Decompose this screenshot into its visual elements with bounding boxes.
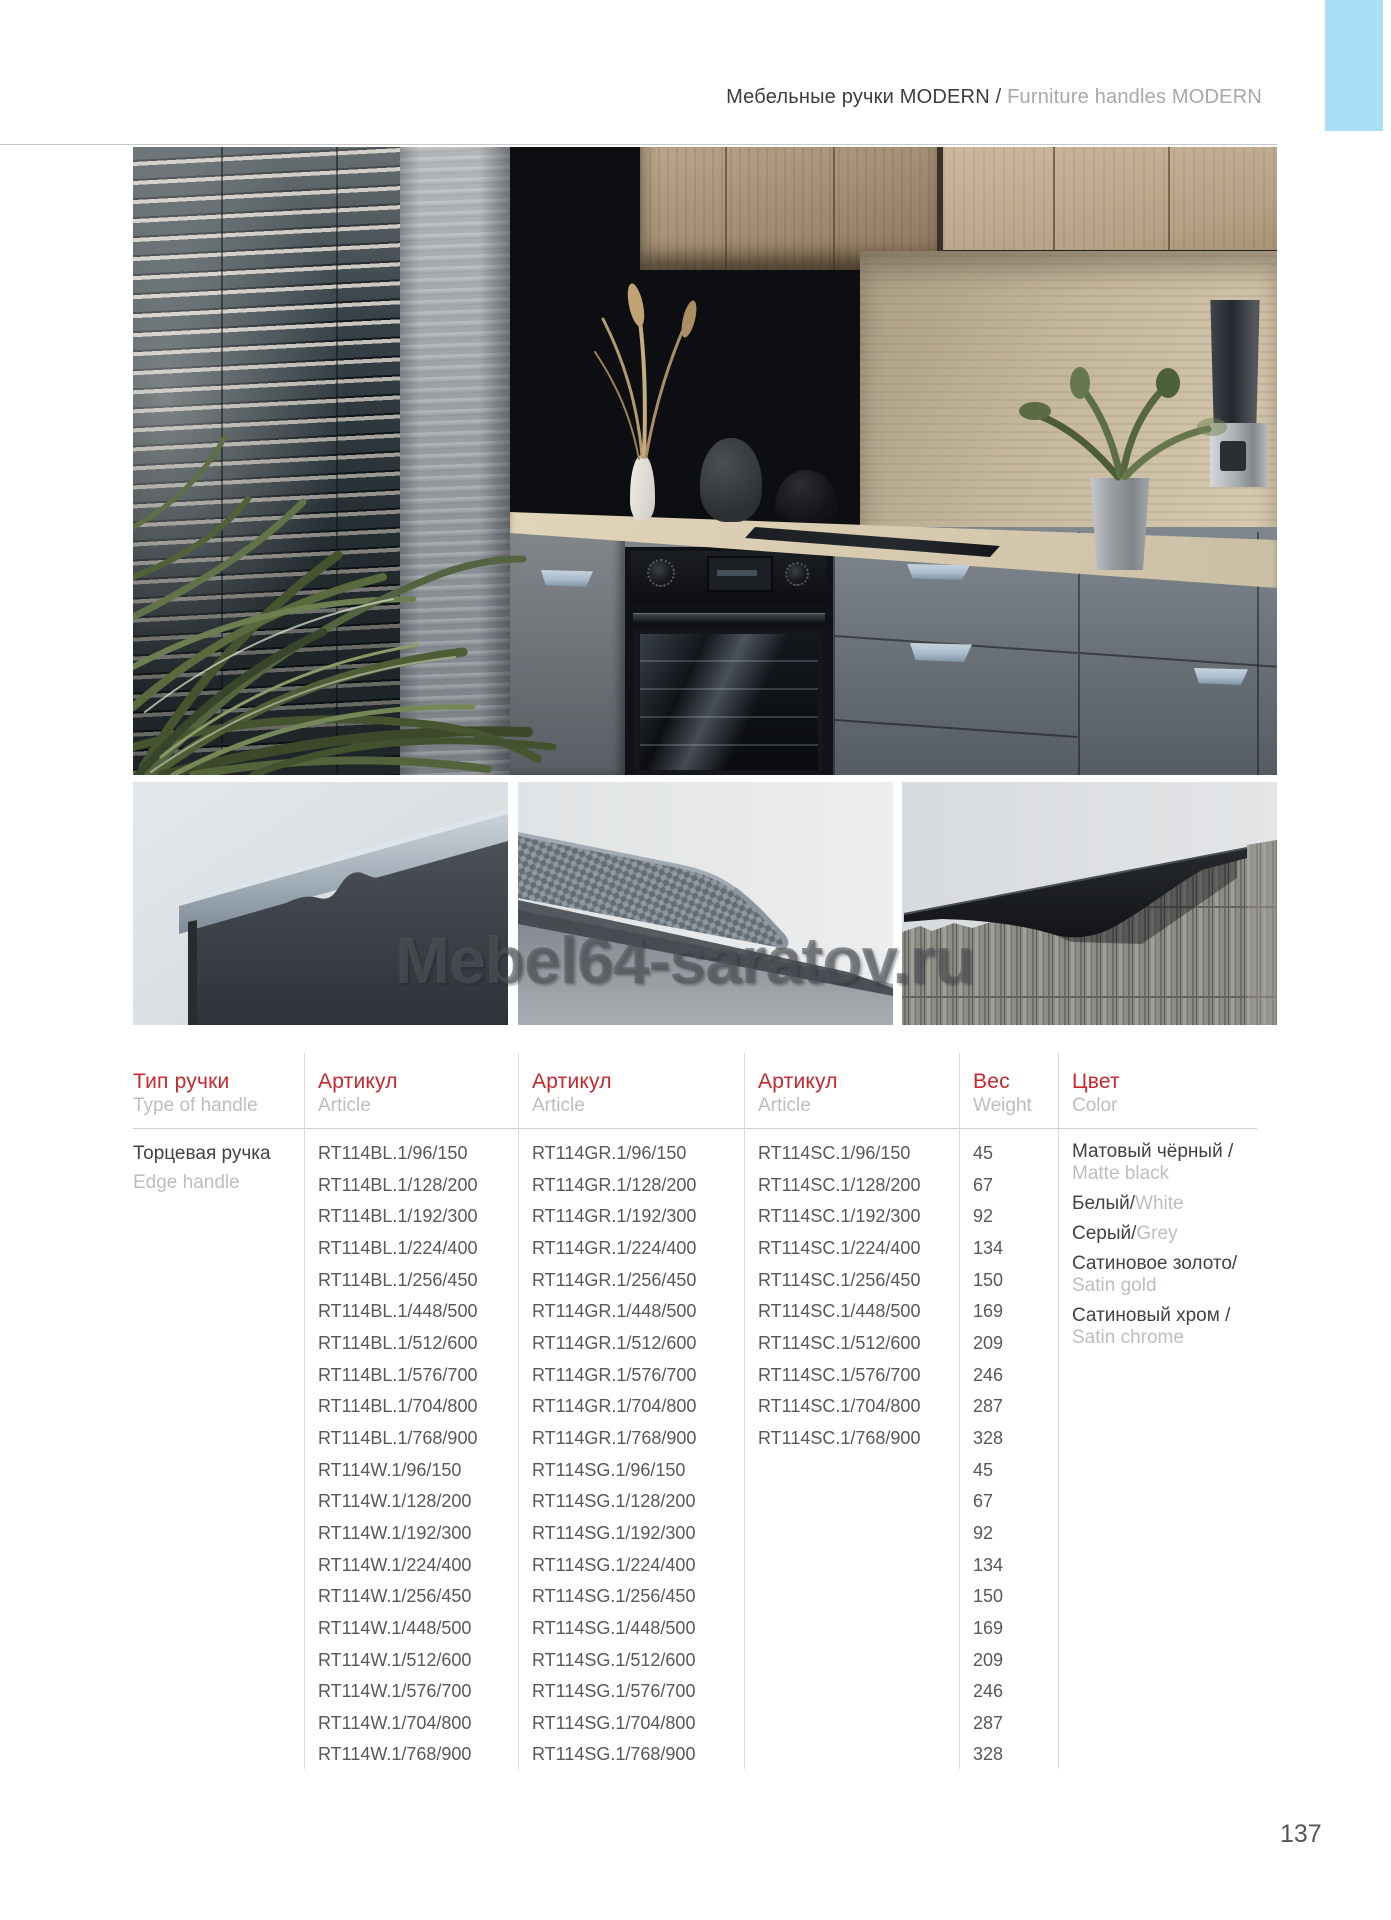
article-cell: RT114W.1/256/450 [318, 1586, 472, 1607]
article-cell: RT114GR.1/128/200 [532, 1174, 697, 1195]
weight-cell: 67 [973, 1491, 994, 1512]
weight-cell: 287 [973, 1396, 1004, 1417]
article-column-2 [532, 1138, 696, 1771]
color-name-ru: Сатиновый хром / [1072, 1305, 1231, 1326]
article-cell: RT114SC.1/448/500 [758, 1301, 921, 1322]
cabinet-seam [833, 532, 835, 775]
oven-display [707, 556, 773, 592]
col-header-article-2: Артикул [532, 1070, 612, 1093]
weight-cell: 45 [973, 1459, 994, 1480]
article-cell: RT114BL.1/256/450 [318, 1269, 478, 1290]
weight-cell: 209 [973, 1649, 1004, 1670]
edge-handle-on-drawer [910, 643, 972, 662]
oven-knob [647, 559, 675, 587]
cabinet-seam [725, 147, 727, 270]
dark-textured-vase [700, 438, 762, 522]
article-cell: RT114W.1/512/600 [318, 1649, 472, 1670]
edge-handle-on-cabinet [541, 570, 593, 587]
weight-cell: 45 [973, 1143, 994, 1163]
article-cell: RT114W.1/448/500 [318, 1617, 472, 1638]
article-cell: RT114SC.1/704/800 [758, 1396, 921, 1417]
article-cell: RT114BL.1/576/700 [318, 1364, 478, 1385]
blender-base [1210, 423, 1268, 487]
article-cell: RT114W.1/192/300 [318, 1522, 472, 1543]
watermark: Mebel64-saratov.ru [395, 923, 974, 997]
article-cell: RT114BL.1/96/150 [318, 1143, 468, 1163]
article-cell: RT114GR.1/704/800 [532, 1396, 697, 1417]
color-name-ru: Матовый чёрный / [1072, 1141, 1234, 1162]
article-cell: RT114BL.1/512/600 [318, 1332, 478, 1353]
weight-cell: 134 [973, 1237, 1004, 1258]
section-color-tab [1325, 0, 1383, 131]
color-name-en: White [1135, 1193, 1184, 1214]
col-subheader-type: Type of handle [133, 1095, 258, 1116]
col-subheader-article-3: Article [758, 1095, 811, 1116]
col-header-article-3: Артикул [758, 1070, 838, 1093]
page-title-ru: Мебельные ручки MODERN / [726, 86, 1008, 108]
cabinet-seam [833, 147, 835, 270]
article-cell: RT114BL.1/128/200 [318, 1174, 478, 1195]
article-cell: RT114SG.1/128/200 [532, 1491, 696, 1512]
article-cell: RT114BL.1/704/800 [318, 1396, 478, 1417]
col-header-color: Цвет [1072, 1070, 1120, 1093]
color-option [1072, 1193, 1237, 1215]
article-cell: RT114W.1/224/400 [318, 1554, 472, 1575]
handle-type-ru: Торцевая ручка [133, 1143, 271, 1164]
article-cell: RT114SG.1/448/500 [532, 1617, 696, 1638]
weight-cell: 134 [973, 1554, 1004, 1575]
weight-cell: 169 [973, 1301, 1004, 1322]
article-column-1 [318, 1138, 477, 1771]
weight-cell: 150 [973, 1269, 1004, 1290]
column-divider [744, 1053, 745, 1769]
article-cell: RT114SG.1/512/600 [532, 1649, 696, 1670]
window-blinds [133, 147, 400, 775]
article-cell: RT114SC.1/96/150 [758, 1143, 911, 1163]
article-cell: RT114SG.1/224/400 [532, 1554, 696, 1575]
column-divider [518, 1053, 519, 1769]
color-option [1072, 1141, 1237, 1185]
article-cell: RT114BL.1/224/400 [318, 1237, 478, 1258]
article-cell: RT114W.1/96/150 [318, 1459, 462, 1480]
col-subheader-article-1: Article [318, 1095, 371, 1116]
article-cell: RT114BL.1/448/500 [318, 1301, 478, 1322]
textured-wall-column [400, 147, 510, 775]
color-option [1072, 1253, 1237, 1297]
article-cell: RT114BL.1/768/900 [318, 1427, 478, 1448]
handle-type-en: Edge handle [133, 1172, 240, 1193]
cabinet-seam [1168, 147, 1170, 257]
article-cell: RT114GR.1/512/600 [532, 1332, 697, 1353]
col-header-type: Тип ручки [133, 1070, 230, 1093]
header-underline [133, 1128, 1257, 1129]
article-cell: RT114SC.1/256/450 [758, 1269, 921, 1290]
weight-cell: 209 [973, 1332, 1004, 1353]
page-title [726, 86, 1262, 109]
weight-column [973, 1138, 1003, 1771]
cabinet-seam [1053, 147, 1055, 257]
page-number: 137 [1280, 1820, 1322, 1848]
built-in-oven [625, 547, 833, 775]
article-cell: RT114SG.1/256/450 [532, 1586, 696, 1607]
weight-cell: 246 [973, 1364, 1004, 1385]
kitchen-photo [133, 147, 1277, 775]
col-header-article-1: Артикул [318, 1070, 398, 1093]
oven-knob [785, 562, 809, 586]
column-divider [304, 1053, 305, 1769]
color-name-en: Satin chrome [1072, 1327, 1184, 1348]
page-title-en: Furniture handles MODERN [1007, 86, 1262, 108]
color-name-ru: Серый/ [1072, 1223, 1137, 1244]
article-cell: RT114GR.1/448/500 [532, 1301, 697, 1322]
color-option [1072, 1223, 1237, 1245]
article-cell: RT114SC.1/768/900 [758, 1427, 921, 1448]
color-option [1072, 1305, 1237, 1349]
metal-plant-pot [1088, 478, 1152, 570]
col-header-weight: Вес [973, 1070, 1010, 1093]
article-cell: RT114GR.1/256/450 [532, 1269, 697, 1290]
article-cell: RT114W.1/768/900 [318, 1744, 472, 1765]
article-cell: RT114SG.1/96/150 [532, 1459, 686, 1480]
edge-handle-on-drawer [907, 564, 970, 580]
weight-cell: 246 [973, 1681, 1004, 1702]
article-cell: RT114SG.1/768/900 [532, 1744, 696, 1765]
article-cell: RT114GR.1/768/900 [532, 1427, 697, 1448]
article-cell: RT114GR.1/96/150 [532, 1143, 687, 1163]
weight-cell: 328 [973, 1427, 1004, 1448]
color-name-ru: Белый/ [1072, 1193, 1136, 1214]
weight-cell: 169 [973, 1617, 1004, 1638]
article-column-3 [758, 1138, 920, 1455]
oven-door-handle [633, 613, 825, 622]
weight-cell: 67 [973, 1174, 994, 1195]
edge-handle-on-cabinet [1194, 668, 1248, 685]
article-cell: RT114SC.1/224/400 [758, 1237, 921, 1258]
weight-cell: 92 [973, 1206, 994, 1227]
article-cell: RT114SC.1/512/600 [758, 1332, 921, 1353]
col-subheader-weight: Weight [973, 1095, 1032, 1116]
article-cell: RT114W.1/128/200 [318, 1491, 472, 1512]
upper-cabinet-right [943, 147, 1277, 257]
color-name-en: Matte black [1072, 1163, 1170, 1184]
article-cell: RT114GR.1/224/400 [532, 1237, 697, 1258]
weight-cell: 328 [973, 1744, 1004, 1765]
article-cell: RT114SC.1/576/700 [758, 1364, 921, 1385]
base-cabinet-left [510, 527, 625, 775]
weight-cell: 92 [973, 1522, 994, 1543]
article-cell: RT114GR.1/192/300 [532, 1206, 697, 1227]
weight-cell: 150 [973, 1586, 1004, 1607]
color-name-en: Grey [1136, 1223, 1178, 1244]
article-cell: RT114GR.1/576/700 [532, 1364, 697, 1385]
article-cell: RT114W.1/704/800 [318, 1712, 472, 1733]
weight-cell: 287 [973, 1712, 1004, 1733]
column-divider [959, 1053, 960, 1769]
col-subheader-color: Color [1072, 1095, 1118, 1116]
col-subheader-article-2: Article [532, 1095, 585, 1116]
article-cell: RT114SG.1/192/300 [532, 1522, 696, 1543]
blender-jar [1207, 300, 1263, 428]
article-cell: RT114BL.1/192/300 [318, 1206, 478, 1227]
article-cell: RT114W.1/576/700 [318, 1681, 472, 1702]
article-cell: RT114SG.1/576/700 [532, 1681, 696, 1702]
color-name-ru: Сатиновое золото/ [1072, 1253, 1238, 1274]
column-divider [1058, 1053, 1059, 1769]
article-cell: RT114SG.1/704/800 [532, 1712, 696, 1733]
header-divider-line [0, 144, 1277, 145]
oven-door-glass [635, 629, 823, 775]
blind-cord [336, 147, 338, 775]
blind-cord [221, 147, 223, 775]
color-column [1072, 1141, 1237, 1357]
white-vase [630, 455, 655, 521]
article-cell: RT114SC.1/128/200 [758, 1174, 921, 1195]
article-cell: RT114SC.1/192/300 [758, 1206, 921, 1227]
color-name-en: Satin gold [1072, 1275, 1157, 1296]
